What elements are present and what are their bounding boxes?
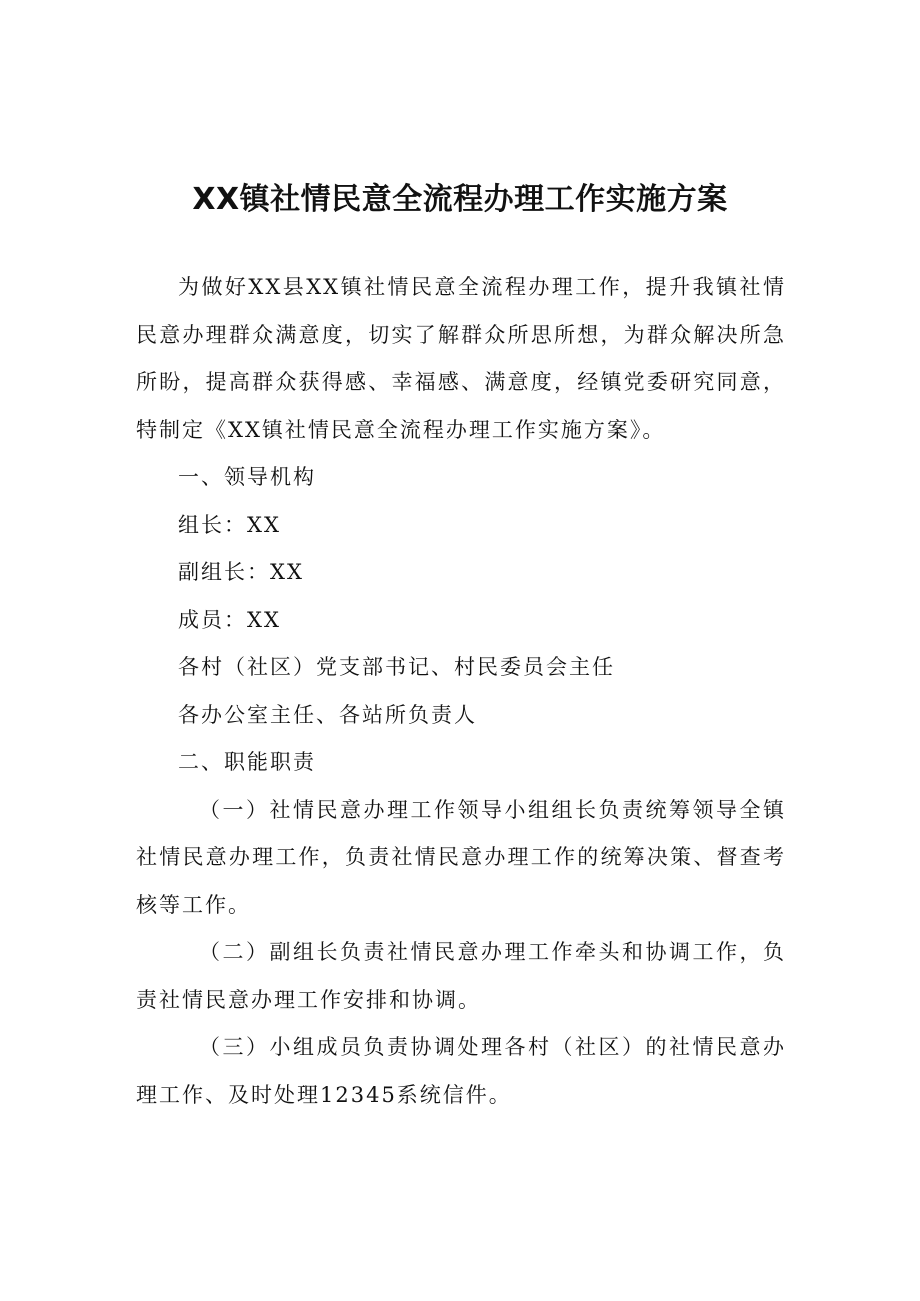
section-heading-duties: 二、职能职责: [178, 750, 316, 774]
intro-paragraph: 为做好XX县XX镇社情民意全流程办理工作，提升我镇社情民意办理群众满意度，切实了解群众所思所想，为群众解决所急所盼，提高群众获得感、幸福感、满意度，经镇党委研究同意，特制定《XX镇社情民意全流程办理工作实施方案》。: [136, 275, 786, 442]
duty-paragraph-1: （一）社情民意办理工作领导小组组长负责统筹领导全镇社情民意办理工作，负责社情民意办理工作的统筹决策、督查考核等工作。: [136, 797, 786, 917]
document-title: XX镇社情民意全流程办理工作实施方案: [192, 182, 728, 217]
leader-line: 组长：XX: [178, 512, 281, 537]
members-office-line: 各办公室主任、各站所负责人: [178, 702, 477, 727]
document-body: [136, 264, 786, 1119]
members-line: 成员：XX: [178, 607, 281, 632]
deputy-leader-line: 副组长：XX: [178, 560, 304, 584]
section-heading-leadership: 一、领导机构: [178, 465, 316, 489]
duty-paragraph-3: （三）小组成员负责协调处理各村（社区）的社情民意办理工作、及时处理12345系统信件。: [136, 1035, 786, 1107]
duty-paragraph-2: （二）副组长负责社情民意办理工作牵头和协调工作，负责社情民意办理工作安排和协调。: [136, 940, 786, 1012]
members-village-line: 各村（社区）党支部书记、村民委员会主任: [178, 655, 615, 679]
